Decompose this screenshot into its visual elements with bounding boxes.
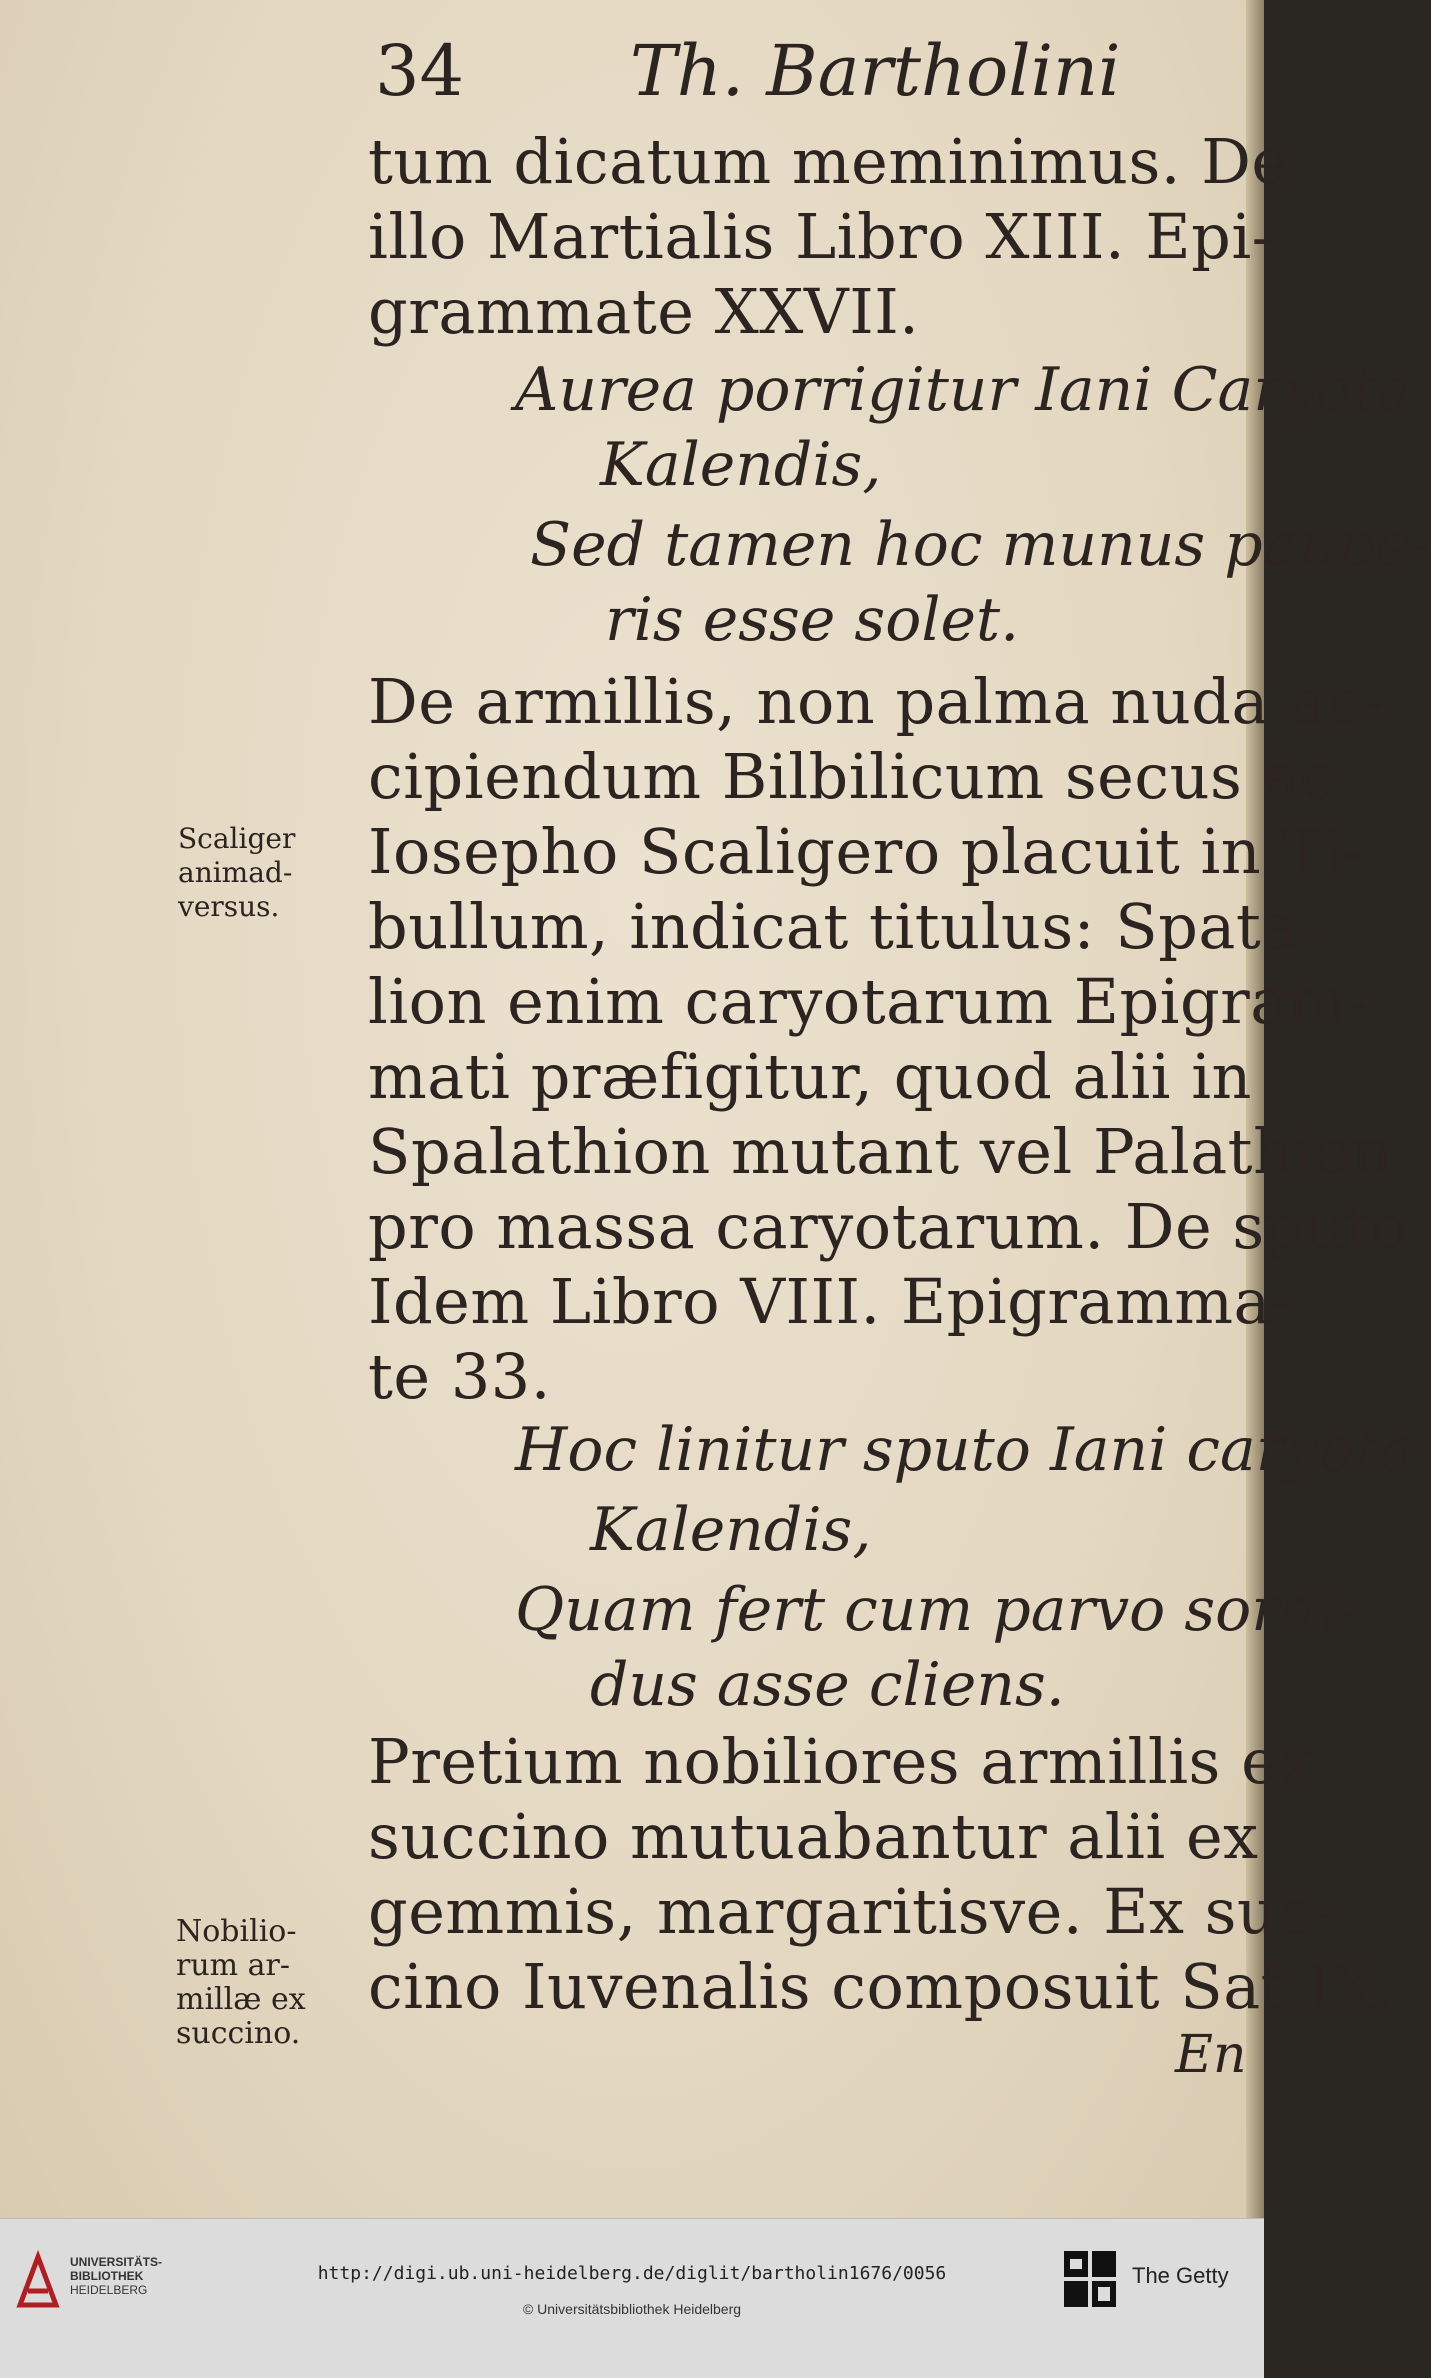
text-line: Iosepho Scaligero placuit in Ti- [368, 815, 1366, 888]
marginal-note [178, 822, 295, 924]
text-line: cino Iuvenalis composuit Sat.IX. [368, 1950, 1397, 2023]
verse-line: Kalendis, [590, 1495, 872, 1565]
running-title: Th. Bartholini [630, 30, 1121, 112]
catchword: En [1175, 2025, 1247, 2085]
text-line: tum dicatum meminimus. De [368, 125, 1289, 198]
text-line: De armillis, non palma nuda ac- [368, 665, 1384, 738]
viewer-footer [0, 2218, 1264, 2378]
marginal-note-line: rum ar- [176, 1948, 291, 1983]
text-line: gemmis, margaritisve. Ex suc- [368, 1875, 1335, 1948]
text-line: pro massa caryotarum. De sputo [368, 1190, 1409, 1263]
verse-line: dus asse cliens. [590, 1650, 1065, 1720]
library-name-line: UNIVERSITÄTS- [70, 2255, 163, 2269]
text-line: grammate XXVII. [368, 275, 920, 348]
verse-line: Hoc linitur sputo Iani caryota [515, 1415, 1415, 1485]
marginal-note-line: Scaliger [178, 822, 296, 855]
text-line: illo Martialis Libro XIII. Epi- [368, 200, 1274, 273]
marginal-note [176, 1915, 306, 2051]
library-name-line: HEIDELBERG [70, 2283, 148, 2297]
verse-line: Sed tamen hoc munus paupe- [530, 510, 1431, 580]
text-line: bullum, indicat titulus: Spata- [368, 890, 1321, 963]
text-line: lion enim caryotarum Epigram- [368, 965, 1369, 1038]
verse-line: Aurea porrigitur Iani Caryota [515, 355, 1412, 425]
marginal-note-line: millæ ex [176, 1982, 306, 2017]
verse-line: Kalendis, [600, 430, 882, 500]
library-name-line: BIBLIOTHEK [70, 2269, 144, 2283]
marginal-note-line: animad- [178, 856, 293, 889]
text-line: Pretium nobiliores armillis ex [368, 1725, 1314, 1798]
permalink[interactable]: http://digi.ub.uni-heidelberg.de/diglit/bartholin1676/0056 [317, 2263, 947, 2284]
text-line: mati præfigitur, quod alii in [368, 1040, 1252, 1113]
running-head [375, 20, 1175, 120]
marginal-note-line: succino. [176, 2016, 301, 2051]
marginal-note-line: Nobilio- [176, 1914, 297, 1949]
partner-name: The Getty [1132, 2263, 1229, 2288]
getty-logo-icon [1062, 2249, 1118, 2309]
text-line: te 33. [368, 1340, 551, 1413]
text-line: succino mutuabantur alii ex [368, 1800, 1259, 1873]
text-line: Idem Libro VIII. Epigramma- [368, 1265, 1293, 1338]
copyright-notice: © Universitätsbibliothek Heidelberg [522, 2301, 742, 2317]
verse-line: Quam fert cum parvo sordi- [515, 1575, 1358, 1645]
text-line: cipiendum Bilbilicum secus ac [368, 740, 1336, 813]
marginal-note-line: versus. [178, 890, 280, 923]
text-line: Spalathion mutant vel Palathion [368, 1115, 1393, 1188]
verse-line: ris esse solet. [605, 585, 1020, 655]
page-number: 34 [375, 30, 465, 112]
